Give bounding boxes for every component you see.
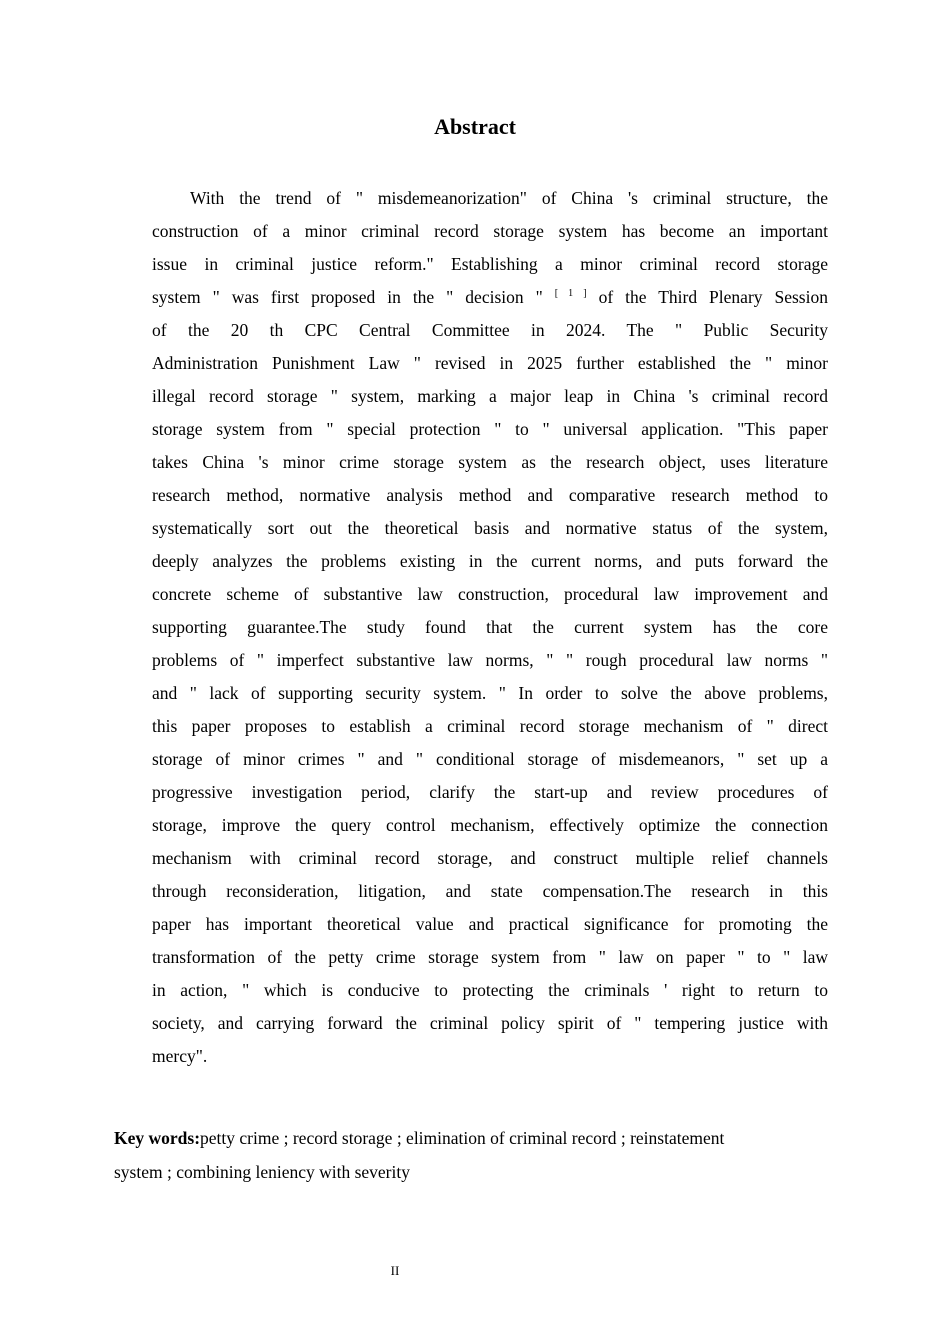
abstract-line-4-part-2: of the Third Plenary Session (598, 287, 828, 307)
abstract-line-4 (152, 281, 828, 314)
abstract-line-11: systematically sort out the theoretical basis and normative status of the system, (152, 518, 828, 538)
abstract-line-4-part-1: system " was first proposed in the " decision " (152, 287, 543, 307)
abstract-line-6: Administration Punishment Law " revised in 2025 further established the " minor (152, 353, 828, 373)
abstract-line-7: illegal record storage " system, marking a major leap in China 's criminal record (152, 386, 828, 406)
keywords-section (114, 1121, 814, 1189)
abstract-line-1: With the trend of " misdemeanorization" of China 's criminal structure, the (190, 188, 828, 208)
citation-marker: [ 1 ] (554, 288, 587, 299)
abstract-line-2: construction of a minor criminal record storage system has become an important (152, 221, 828, 241)
abstract-line-22: through reconsideration, litigation, and state compensation.The research in this (152, 881, 828, 901)
abstract-line-27: mercy". (152, 1046, 208, 1066)
abstract-line-24: transformation of the petty crime storage system from " law on paper " to " law (152, 947, 828, 967)
keywords-label: Key words: (114, 1128, 201, 1148)
abstract-line-9: takes China 's minor crime storage system as the research object, uses literature (152, 452, 828, 472)
abstract-body (152, 182, 828, 1073)
abstract-line-17: this paper proposes to establish a criminal record storage mechanism of " direct (152, 716, 828, 736)
abstract-line-26: society, and carrying forward the criminal policy spirit of " tempering justice with (152, 1013, 828, 1033)
abstract-line-12: deeply analyzes the problems existing in the current norms, and puts forward the (152, 551, 828, 571)
abstract-line-14: supporting guarantee.The study found that the current system has the core (152, 617, 828, 637)
abstract-title: Abstract (434, 114, 516, 139)
keywords-list-part-1: petty crime ; record storage ; elimination of criminal record ; reinstatement (200, 1128, 725, 1148)
abstract-line-8: storage system from " special protection " to " universal application. "This paper (152, 419, 828, 439)
abstract-line-19: progressive investigation period, clarify the start-up and review procedures of (152, 782, 828, 802)
abstract-line-15: problems of " imperfect substantive law norms, " " rough procedural law norms " (152, 650, 828, 670)
page-number: II (390, 1263, 400, 1278)
abstract-line-18: storage of minor crimes " and " conditional storage of misdemeanors, " set up a (152, 749, 828, 769)
abstract-line-21: mechanism with criminal record storage, and construct multiple relief channels (152, 848, 828, 868)
abstract-line-3: issue in criminal justice reform." Establishing a minor criminal record storage (152, 254, 828, 274)
abstract-line-23: paper has important theoretical value and practical significance for promoting the (152, 914, 828, 934)
abstract-line-20: storage, improve the query control mechanism, effectively optimize the connection (152, 815, 828, 835)
abstract-line-13: concrete scheme of substantive law construction, procedural law improvement and (152, 584, 828, 604)
keywords-line-1 (114, 1121, 814, 1155)
abstract-line-5: of the 20 th CPC Central Committee in 2024. The " Public Security (152, 320, 828, 340)
abstract-line-16: and " lack of supporting security system. " In order to solve the above problems, (152, 683, 828, 703)
abstract-line-25: in action, " which is conducive to protecting the criminals ' right to return to (152, 980, 828, 1000)
keywords-line-2: system ; combining leniency with severity (114, 1162, 410, 1182)
abstract-line-10: research method, normative analysis method and comparative research method to (152, 485, 828, 505)
